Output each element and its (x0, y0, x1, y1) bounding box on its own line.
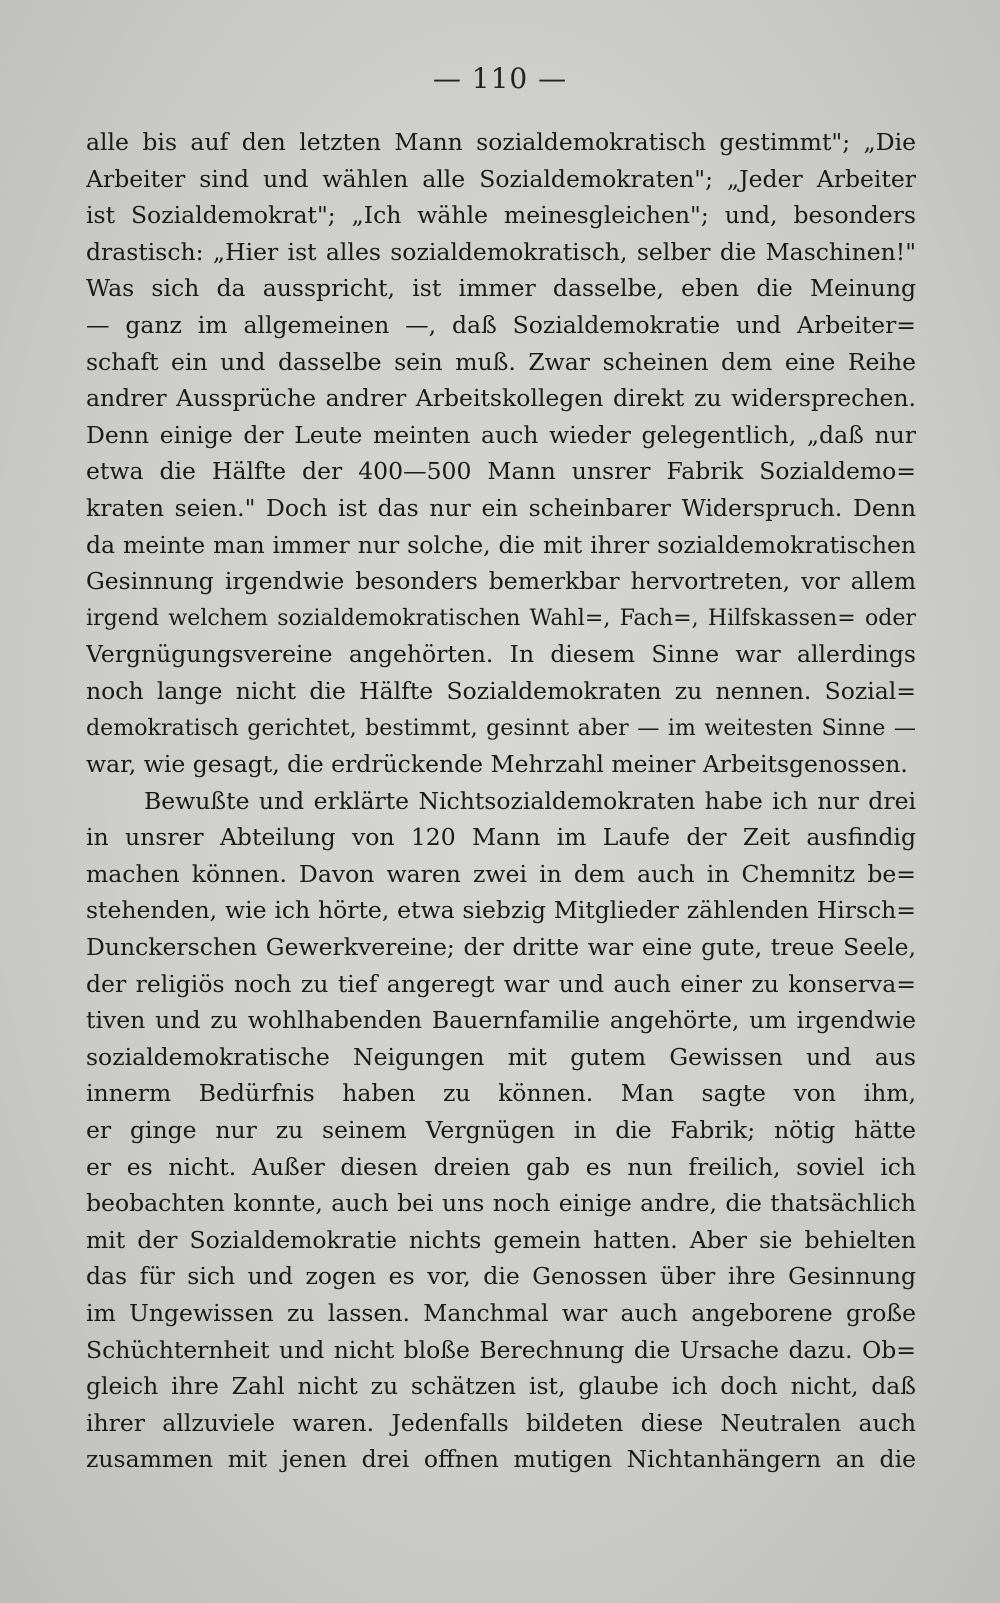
text-line: zusammen mit jenen drei offnen mutigen Nichtanhängern an die (86, 1445, 916, 1474)
text-line: machen können. Davon waren zwei in dem auch in Chemnitz be= (86, 859, 916, 888)
text-line: drastisch: „Hier ist alles sozialdemokratisch, selber die Maschinen!" (86, 237, 916, 266)
text-line: er es nicht. Außer diesen dreien gab es nun freilich, soviel ich (86, 1152, 916, 1181)
text-line: in unsrer Abteilung von 120 Mann im Laufe der Zeit ausfindig (86, 823, 916, 852)
text-line: der religiös noch zu tief angeregt war und auch einer zu konserva= (86, 969, 916, 998)
text-line: war, wie gesagt, die erdrückende Mehrzahl meiner Arbeitsgenossen. (86, 750, 908, 779)
text-line: Was sich da ausspricht, ist immer dasselbe, eben die Meinung (86, 274, 916, 303)
text-line: ihrer allzuviele waren. Jedenfalls bildeten diese Neutralen auch (86, 1408, 916, 1437)
text-line: im Ungewissen zu lassen. Manchmal war auch angeborene große (86, 1299, 916, 1327)
text-line: Arbeiter sind und wählen alle Sozialdemokraten"; „Jeder Arbeiter (86, 164, 916, 193)
text-line: andrer Aussprüche andrer Arbeitskollegen direkt zu widersprechen. (86, 384, 916, 413)
text-line: Gesinnung irgendwie besonders bemerkbar hervortreten, vor allem (86, 567, 916, 596)
text-line: das für sich und zogen es vor, die Genossen über ihre Gesinnung (86, 1262, 916, 1291)
text-line: noch lange nicht die Hälfte Sozialdemokraten zu nennen. Sozial= (86, 676, 916, 705)
text-line: gleich ihre Zahl nicht zu schätzen ist, glaube ich doch nicht, daß (86, 1372, 916, 1401)
text-line: demokratisch gerichtet, bestimmt, gesinnt aber — im weitesten Sinne — (86, 714, 916, 741)
text-line: da meinte man immer nur solche, die mit ihrer sozialdemokratischen (86, 530, 916, 559)
body-text (86, 124, 916, 1478)
text-line: mit der Sozialdemokratie nichts gemein hatten. Aber sie behielten (86, 1225, 916, 1254)
text-line: alle bis auf den letzten Mann sozialdemokratisch gestimmt"; „Die (86, 128, 916, 156)
text-line: Schüchternheit und nicht bloße Berechnung die Ursache dazu. Ob= (86, 1335, 916, 1364)
text-line: sozialdemokratische Neigungen mit gutem Gewissen und aus (86, 1042, 916, 1071)
text-line: Denn einige der Leute meinten auch wieder gelegentlich, „daß nur (86, 420, 916, 449)
text-line: irgend welchem sozialdemokratischen Wahl=, Fach=, Hilfskassen= oder (86, 604, 916, 631)
text-line: er ginge nur zu seinem Vergnügen in die Fabrik; nötig hätte (86, 1116, 916, 1145)
text-line: innerm Bedürfnis haben zu können. Man sagte von ihm, (86, 1079, 916, 1108)
text-line: ist Sozialdemokrat"; „Ich wähle meinesgleichen"; und, besonders (86, 201, 916, 230)
text-line: Dunckerschen Gewerkvereine; der dritte war eine gute, treue Seele, (86, 933, 916, 962)
text-line: Vergnügungsvereine angehörten. In diesem Sinne war allerdings (86, 640, 916, 669)
text-line: — ganz im allgemeinen —, daß Sozialdemokratie und Arbeiter= (86, 310, 916, 339)
text-line: stehenden, wie ich hörte, etwa siebzig Mitglieder zählenden Hirsch= (86, 896, 916, 925)
text-line: etwa die Hälfte der 400—500 Mann unsrer Fabrik Sozialdemo= (86, 457, 916, 486)
text-line: tiven und zu wohlhabenden Bauernfamilie angehörte, um irgendwie (86, 1006, 916, 1035)
text-line: schaft ein und dasselbe sein muß. Zwar scheinen dem eine Reihe (86, 347, 916, 376)
text-line: kraten seien." Doch ist das nur ein scheinbarer Widerspruch. Denn (86, 493, 916, 522)
text-line: beobachten konnte, auch bei uns noch einige andre, die thatsächlich (86, 1189, 916, 1218)
text-line-paragraph-start: Bewußte und erklärte Nichtsozialdemokraten habe ich nur drei (144, 786, 916, 815)
page-number: — 110 — (432, 62, 568, 95)
